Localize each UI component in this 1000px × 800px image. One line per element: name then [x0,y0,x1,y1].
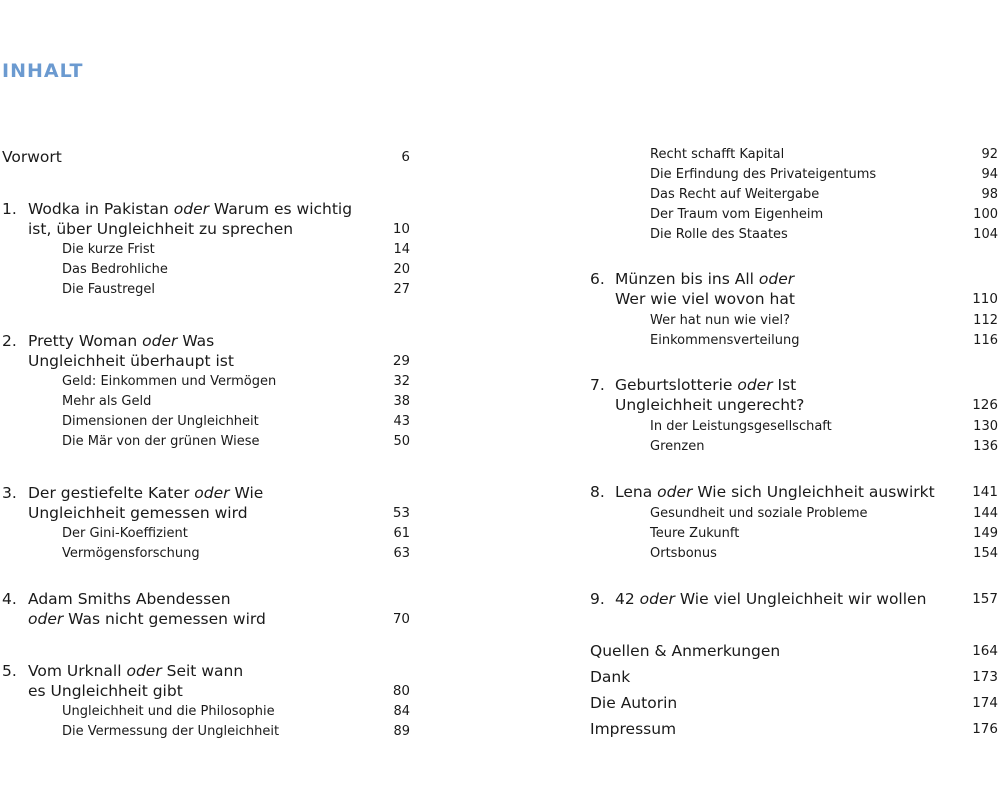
subsection-page: 116 [973,333,998,348]
chapter-number: 2. [2,332,17,350]
chapter-title: 42 oder Wie viel Ungleichheit wir wollen [615,590,927,608]
subsection-label: Die Erfindung des Privateigentums [650,167,877,182]
chapter-title-line2: Wer wie viel wovon hat [615,290,795,308]
chapter-page: 53 [392,505,410,521]
subsection-page: 104 [973,227,998,242]
chapter-title: Wodka in Pakistan oder Warum es wichtig [28,200,353,218]
subsection-page: 20 [393,262,410,277]
chapter-page: 10 [392,221,410,237]
chapter-page: 70 [392,611,410,627]
back-matter-label: Die Autorin [590,694,678,712]
subsection-page: 94 [981,167,998,182]
subsection-page: 98 [981,187,998,202]
chapter-number: 3. [2,484,17,502]
subsection-page: 92 [981,147,998,162]
chapter-title: Münzen bis ins All oder [615,270,795,288]
chapter-number: 1. [2,200,17,218]
chapter-title: Pretty Woman oder Was [28,332,215,350]
chapter-title-line2: oder Was nicht gemessen wird [28,610,266,628]
subsection-label: In der Leistungsgesellschaft [650,419,832,434]
chapter-number: 5. [2,662,17,680]
back-matter-page: 173 [972,669,998,685]
subsection-label: Einkommensverteilung [650,333,800,348]
chapter-title-line2: Ungleichheit gemessen wird [28,504,248,522]
chapter-title: Lena oder Wie sich Ungleichheit auswirkt [615,483,935,501]
subsection-label: Die Faustregel [62,282,156,297]
subsection-label: Das Recht auf Weitergabe [650,187,820,202]
subsection-page: 149 [973,526,998,541]
chapter-title-line2: Ungleichheit überhaupt ist [28,352,234,370]
toc-heading: INHALT [2,60,84,82]
subsection-page: 89 [393,724,410,739]
back-matter-label: Dank [590,668,631,686]
subsection-label: Der Traum vom Eigenheim [650,207,824,222]
subsection-label: Die kurze Frist [62,242,155,257]
subsection-label: Das Bedrohliche [62,262,168,277]
subsection-label: Teure Zukunft [650,526,740,541]
subsection-label: Die Mär von der grünen Wiese [62,434,260,449]
chapter-title-line2: ist, über Ungleichheit zu sprechen [28,220,294,238]
subsection-page: 154 [973,546,998,561]
subsection-page: 63 [393,546,410,561]
chapter-title: Vom Urknall oder Seit wann [28,662,244,680]
back-matter-label: Quellen & Anmerkungen [590,642,781,660]
chapter-page: 29 [392,353,410,369]
subsection-label: Ortsbonus [650,546,717,561]
subsection-page: 136 [973,439,998,454]
chapter-title: Adam Smiths Abendessen [28,590,231,608]
subsection-label: Geld: Einkommen und Vermögen [62,374,277,389]
vorwort-label: Vorwort [2,148,62,166]
subsection-label: Recht schafft Kapital [650,147,785,162]
chapter-number: 4. [2,590,17,608]
subsection-page: 50 [393,434,410,449]
subsection-page: 144 [973,506,998,521]
subsection-label: Der Gini-Koeffizient [62,526,188,541]
subsection-label: Grenzen [650,439,705,454]
chapter-title: Geburtslotterie oder Ist [615,376,797,394]
subsection-label: Vermögensforschung [62,546,200,561]
chapter-title: Der gestiefelte Kater oder Wie [28,484,264,502]
subsection-page: 61 [393,526,410,541]
chapter-page: 141 [972,484,998,500]
subsection-label: Die Vermessung der Ungleichheit [62,724,280,739]
subsection-label: Gesundheit und soziale Probleme [650,506,868,521]
chapter-page: 80 [392,683,410,699]
subsection-page: 84 [393,704,410,719]
subsection-label: Ungleichheit und die Philosophie [62,704,275,719]
chapter-number: 8. [590,483,605,501]
subsection-page: 27 [393,282,410,297]
chapter-page: 110 [972,291,998,307]
subsection-page: 32 [393,374,410,389]
chapter-title-line2: Ungleichheit ungerecht? [615,396,805,414]
chapter-page: 157 [972,591,998,607]
chapter-number: 6. [590,270,605,288]
subsection-page: 38 [393,394,410,409]
subsection-page: 100 [973,207,998,222]
subsection-page: 130 [973,419,998,434]
back-matter-page: 174 [972,695,998,711]
chapter-title-line2: es Ungleichheit gibt [28,682,183,700]
subsection-label: Mehr als Geld [62,394,152,409]
subsection-label: Dimensionen der Ungleichheit [62,414,259,429]
subsection-label: Wer hat nun wie viel? [650,313,791,328]
vorwort-page: 6 [401,149,410,165]
chapter-page: 126 [972,397,998,413]
subsection-page: 14 [393,242,410,257]
back-matter-page: 176 [972,721,998,737]
chapter-number: 7. [590,376,605,394]
back-matter-label: Impressum [590,720,677,738]
subsection-page: 43 [393,414,410,429]
chapter-number: 9. [590,590,605,608]
subsection-label: Die Rolle des Staates [650,227,788,242]
subsection-page: 112 [973,313,998,328]
back-matter-page: 164 [972,643,998,659]
